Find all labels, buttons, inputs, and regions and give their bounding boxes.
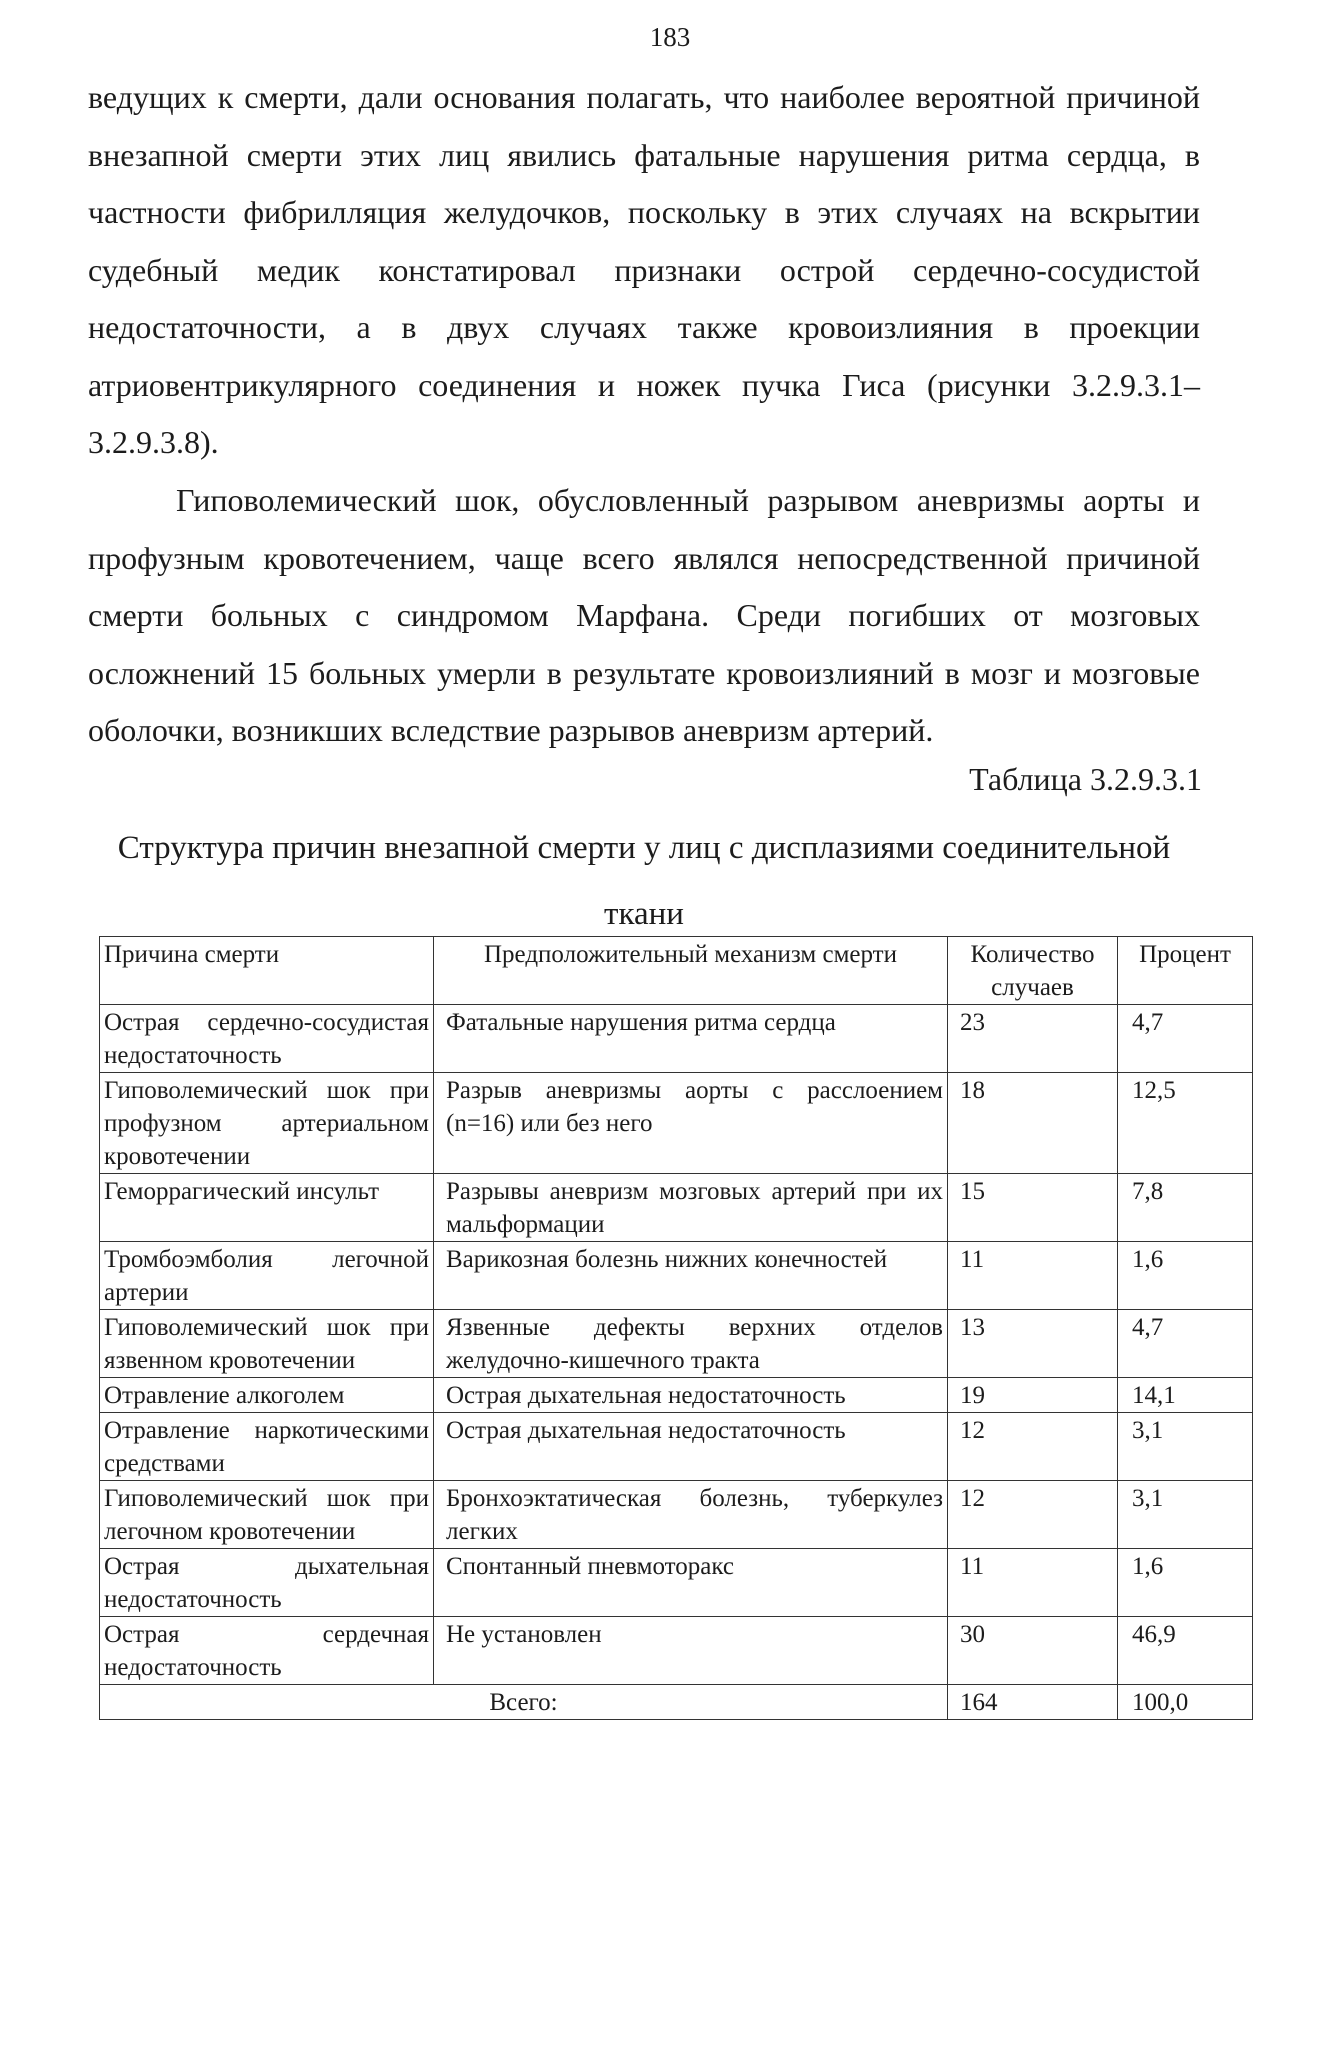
page-number: 183 <box>649 22 691 52</box>
cell-mechanism: Фатальные нарушения ритма сердца <box>434 1005 948 1073</box>
table-row <box>100 1242 1253 1310</box>
cell-percent: 1,6 <box>1118 1549 1253 1617</box>
body-paragraph: ведущих к смерти, дали основания полагать, что наиболее вероятной причиной внезапной смерти этих лиц явились фатальные нарушения ритма сердца, в частности фибрилляция желудочков, поскольку в этих случаях на вскрытии судебный медик констатировал признаки острой сердечно-сосудистой недостаточности, а в двух случаях также кровоизлияния в проекции атриовентрикулярного соединения и ножек пучка Гиса (рисунки 3.2.9.3.1–3.2.9.3.8). <box>88 79 1200 460</box>
table-row <box>100 1481 1253 1549</box>
cell-count: 13 <box>948 1310 1118 1378</box>
table-row <box>100 1617 1253 1685</box>
cell-mechanism: Варикозная болезнь нижних конечностей <box>434 1242 948 1310</box>
cell-count: 19 <box>948 1378 1118 1413</box>
cell-percent: 4,7 <box>1118 1310 1253 1378</box>
cell-mechanism: Язвенные дефекты верхних отделов желудочно-кишечного тракта <box>434 1310 948 1378</box>
cell-percent: 46,9 <box>1118 1617 1253 1685</box>
header-count: Количество случаев <box>948 937 1118 1005</box>
cell-cause: Гиповолемический шок при легочном кровотечении <box>100 1481 434 1549</box>
cell-count: 12 <box>948 1413 1118 1481</box>
cell-percent: 3,1 <box>1118 1413 1253 1481</box>
table-row <box>100 1310 1253 1378</box>
header-cause: Причина смерти <box>100 937 434 1005</box>
cell-mechanism: Острая дыхательная недостаточность <box>434 1413 948 1481</box>
causes-of-death-table <box>99 936 1253 1720</box>
total-label: Всего: <box>100 1685 948 1720</box>
cell-percent: 12,5 <box>1118 1073 1253 1174</box>
cell-percent: 3,1 <box>1118 1481 1253 1549</box>
cell-mechanism: Спонтанный пневмоторакс <box>434 1549 948 1617</box>
cell-cause: Острая сердечная недостаточность <box>100 1617 434 1685</box>
cell-cause: Тромбоэмболия легочной артерии <box>100 1242 434 1310</box>
cell-mechanism: Бронхоэктатическая болезнь, туберкулез легких <box>434 1481 948 1549</box>
cell-cause: Гиповолемический шок при язвенном кровотечении <box>100 1310 434 1378</box>
table-row <box>100 1005 1253 1073</box>
cell-mechanism: Острая дыхательная недостаточность <box>434 1378 948 1413</box>
cell-cause: Геморрагический инсульт <box>100 1174 434 1242</box>
cell-mechanism: Не установлен <box>434 1617 948 1685</box>
header-percent: Процент <box>1118 937 1253 1005</box>
cell-cause: Отравление алкоголем <box>100 1378 434 1413</box>
cell-count: 11 <box>948 1549 1118 1617</box>
cell-mechanism: Разрыв аневризмы аорты с расслоением (n=16) или без него <box>434 1073 948 1174</box>
table-row <box>100 1073 1253 1174</box>
cell-count: 11 <box>948 1242 1118 1310</box>
cell-cause: Отравление наркотическими средствами <box>100 1413 434 1481</box>
cell-count: 23 <box>948 1005 1118 1073</box>
table-row <box>100 1378 1253 1413</box>
cell-count: 30 <box>948 1617 1118 1685</box>
table-row <box>100 1549 1253 1617</box>
table-row <box>100 1174 1253 1242</box>
cell-percent: 4,7 <box>1118 1005 1253 1073</box>
cell-count: 18 <box>948 1073 1118 1174</box>
cell-cause: Острая дыхательная недостаточность <box>100 1549 434 1617</box>
cell-percent: 1,6 <box>1118 1242 1253 1310</box>
total-percent: 100,0 <box>1118 1685 1253 1720</box>
total-count: 164 <box>948 1685 1118 1720</box>
cell-mechanism: Разрывы аневризм мозговых артерий при их мальформации <box>434 1174 948 1242</box>
table-header-row <box>100 937 1253 1005</box>
body-paragraph: Гиповолемический шок, обусловленный разрывом аневризмы аорты и профузным кровотечением, чаще всего являлся непосредственной причиной смерти больных с синдромом Марфана. Среди погибших от мозговых осложнений 15 больных умерли в результате кровоизлияний в мозг и мозговые оболочки, возникших вследствие разрывов аневризм артерий. <box>88 482 1200 748</box>
cell-count: 15 <box>948 1174 1118 1242</box>
cell-cause: Острая сердечно-сосудистая недостаточность <box>100 1005 434 1073</box>
table-row <box>100 1413 1253 1481</box>
table-caption: Таблица 3.2.9.3.1 <box>969 761 1202 797</box>
table-title: Структура причин внезапной смерти у лиц с дисплазиями соединительной ткани <box>117 830 1171 932</box>
cell-count: 12 <box>948 1481 1118 1549</box>
cell-percent: 7,8 <box>1118 1174 1253 1242</box>
header-mechanism: Предположительный механизм смерти <box>434 937 948 1005</box>
cell-cause: Гиповолемический шок при профузном артериальном кровотечении <box>100 1073 434 1174</box>
table-total-row <box>100 1685 1253 1720</box>
cell-percent: 14,1 <box>1118 1378 1253 1413</box>
